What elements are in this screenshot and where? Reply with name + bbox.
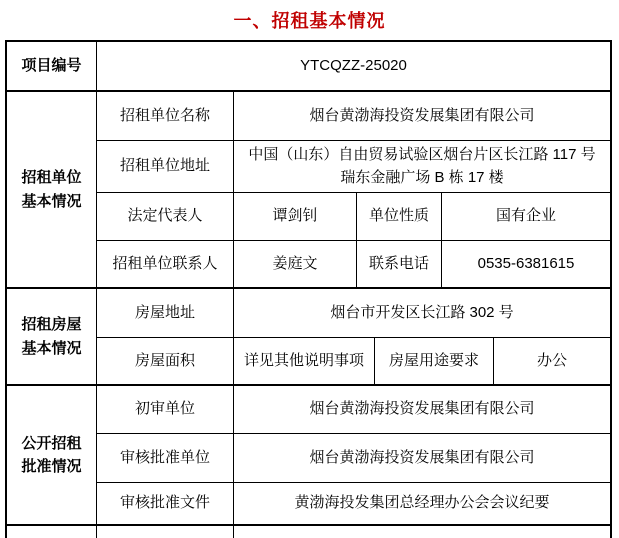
- table-row-unit-address: [97, 140, 610, 192]
- unit-address-line2: 瑞东金融广场 B 栋 17 楼: [340, 168, 504, 186]
- rental-info-table: [5, 40, 612, 538]
- initial-review-label: 初审单位: [134, 400, 195, 418]
- section-partial-bottom: [7, 524, 610, 538]
- section-header-line2: 基本情况: [21, 192, 82, 210]
- section-header-label: 项目编号: [21, 57, 82, 75]
- table-row-review-unit: [97, 433, 610, 482]
- unit-address-value: [233, 141, 610, 192]
- partial-value-cell: [233, 526, 610, 538]
- section-header-rental-house: [7, 289, 97, 384]
- house-address-label: 房屋地址: [134, 303, 195, 321]
- table-row-house-address: [97, 289, 610, 337]
- partial-label-cell: [97, 526, 233, 538]
- section-header-partial: [7, 526, 97, 538]
- initial-review-value: 烟台黄渤海投资发展集团有限公司: [233, 386, 610, 433]
- unit-address-line1: 中国（山东）自由贸易试验区烟台片区长江路 117 号: [248, 146, 596, 163]
- unit-name-label: 招租单位名称: [119, 106, 210, 124]
- phone-value: 0535-6381615: [441, 241, 610, 287]
- house-address-value: 烟台市开发区长江路 302 号: [233, 289, 610, 337]
- review-unit-label: 审核批准单位: [119, 448, 210, 466]
- table-row-contact: [97, 240, 610, 287]
- unit-nature-label: 单位性质: [356, 193, 441, 240]
- table-row-house-area: [97, 337, 610, 384]
- section-header-line1: 招租单位: [21, 169, 82, 187]
- section-leasing-unit: [7, 90, 610, 287]
- section-approval: [7, 384, 610, 524]
- unit-nature-value: 国有企业: [441, 193, 610, 240]
- page-title: 一、招租基本情况: [233, 11, 386, 31]
- review-doc-label: 审核批准文件: [119, 494, 210, 512]
- house-area-label: 房屋面积: [134, 351, 195, 369]
- legal-rep-label: 法定代表人: [127, 207, 203, 225]
- section-header-line2: 基本情况: [21, 339, 82, 357]
- house-use-value: 办公: [493, 338, 610, 384]
- section-header-project-number: [7, 42, 97, 90]
- table-row-review-doc: [97, 482, 610, 524]
- unit-address-label: 招租单位地址: [119, 157, 210, 175]
- unit-name-value: 烟台黄渤海投资发展集团有限公司: [233, 92, 610, 140]
- project-number-value: YTCQZZ-25020: [300, 56, 407, 74]
- section-project-number: [7, 42, 610, 90]
- table-row-legal-rep: [97, 192, 610, 240]
- phone-label: 联系电话: [356, 241, 441, 287]
- contact-label: 招租单位联系人: [112, 254, 218, 272]
- house-use-label: 房屋用途要求: [374, 338, 493, 384]
- section-header-leasing-unit: [7, 92, 97, 287]
- table-row-partial: [97, 526, 610, 538]
- section-header-approval: [7, 386, 97, 524]
- section-header-line1: 招租房屋: [21, 316, 82, 334]
- contact-value: 姜庭文: [233, 241, 356, 287]
- legal-rep-value: 谭剑钊: [233, 193, 356, 240]
- section-rental-house: [7, 287, 610, 384]
- review-doc-value: 黄渤海投发集团总经理办公会会议纪要: [233, 483, 610, 524]
- table-row-unit-name: [97, 92, 610, 140]
- house-area-value: 详见其他说明事项: [233, 338, 374, 384]
- section-header-line1: 公开招租: [21, 434, 82, 452]
- section-header-line2: 批准情况: [21, 458, 82, 475]
- table-row-initial-review: [97, 386, 610, 433]
- review-unit-value: 烟台黄渤海投资发展集团有限公司: [233, 434, 610, 482]
